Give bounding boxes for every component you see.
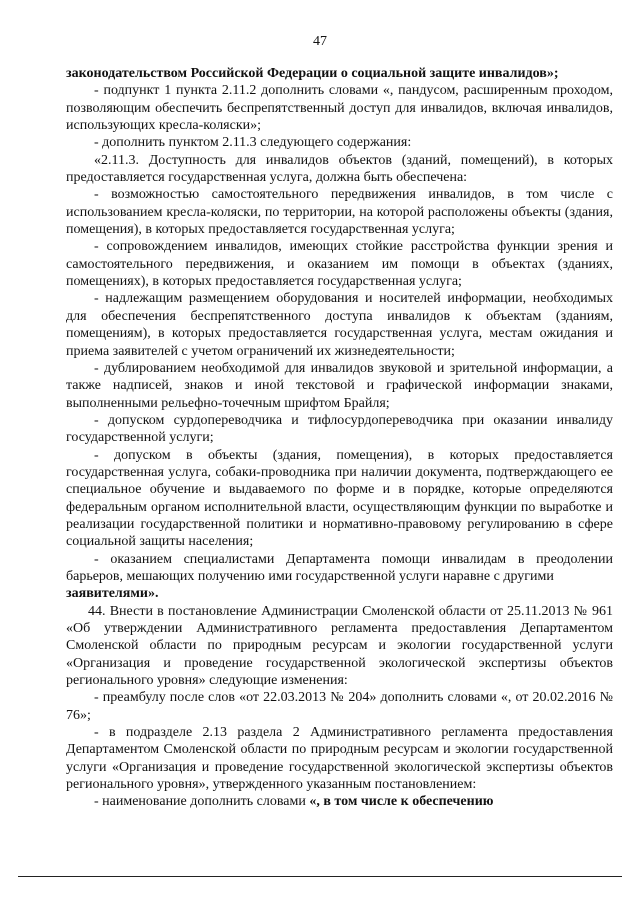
paragraph: - подпункт 1 пункта 2.11.2 дополнить словами «, пандусом, расширенным проходом, позволяющим обеспечить беспрепятственный доступ для инвалидов, включая инвалидов, использующих кресла-коляски»; (66, 83, 613, 134)
paragraph: - надлежащим размещением оборудования и носителей информации, необходимых для обеспечения беспрепятственного доступа инвалидов к объектам (зданиям, помещениям), в которых предоставляется государственная услуга, местам ожидания и приема заявителей с учетом ограничений их жизнедеятельности; (66, 291, 613, 359)
paragraph: заявителями». (66, 586, 159, 602)
paragraph-last-line (66, 793, 613, 810)
paragraph: законодательством Российской Федерации о социальной защите инвалидов»; (66, 66, 559, 81)
page-number: 47 (313, 34, 327, 49)
paragraph: - сопровождением инвалидов, имеющих стойкие расстройства функции зрения и самостоятельного передвижения, и оказанием им помощи в объектах (зданиях, помещениях), в которых предоставляется государственная услуга; (66, 239, 613, 290)
paragraph: - возможностью самостоятельного передвижения инвалидов, в том числе с использованием кресла-коляски, по территории, на которой расположены объекты (здания, помещения), в которых предоставляется государственная услуга; (66, 187, 613, 238)
paragraph: - допуском сурдопереводчика и тифлосурдопереводчика при оказании инвалиду государственной услуги; (66, 412, 613, 446)
paragraph: 44. Внести в постановление Администрации Смоленской области от 25.11.2013 № 961 «Об утверждении Административного регламента предоставления Департаментом Смоленской области по природным ресурсам и экологии государственной услуги «Организация и проведение государственной экологической экспертизы объектов регионального уровня» следующие изменения: (66, 603, 613, 689)
document-body (66, 65, 613, 811)
paragraph: - допуском в объекты (здания, помещения), в которых предоставляется государственная услуга, собаки-проводника при наличии документа, подтверждающего ее специальное обучение и выдаваемого по форме и в порядке, которые определяются федеральным органом исполнительной власти, осуществляющим функции по выработке и реализации государственной политики и нормативно-правовому регулированию в сфере социальной защиты населения; (66, 447, 613, 550)
paragraph: - дублированием необходимой для инвалидов звуковой и зрительной информации, а также надписей, знаков и иной текстовой и графической информации знаками, выполненными рельефно-точечным шрифтом Брайля; (66, 360, 613, 411)
bottom-rule (18, 876, 622, 877)
paragraph: - в подразделе 2.13 раздела 2 Административного регламента предоставления Департаментом Смоленской области по природным ресурсам и экологии государственной услуги «Организация и проведение государственной экологической экспертизы объектов регионального уровня», утвержденного указанным постановлением: (66, 725, 613, 793)
last-line-bold: «, в том числе к обеспечению (309, 794, 494, 810)
last-line-plain: - наименование дополнить словами (94, 794, 310, 810)
paragraph: - преамбулу после слов «от 22.03.2013 № 204» дополнить словами «, от 20.02.2016 № 76»; (66, 690, 613, 723)
paragraph: - оказанием специалистами Департамента помощи инвалидам в преодолении барьеров, мешающих получению ими государственной услуги наравне с другими (66, 551, 613, 584)
paragraph: - дополнить пунктом 2.11.3 следующего содержания: (94, 135, 412, 151)
paragraph: «2.11.3. Доступность для инвалидов объектов (зданий, помещений), в которых предоставляется государственная услуга, должна быть обеспечена: (66, 152, 613, 186)
